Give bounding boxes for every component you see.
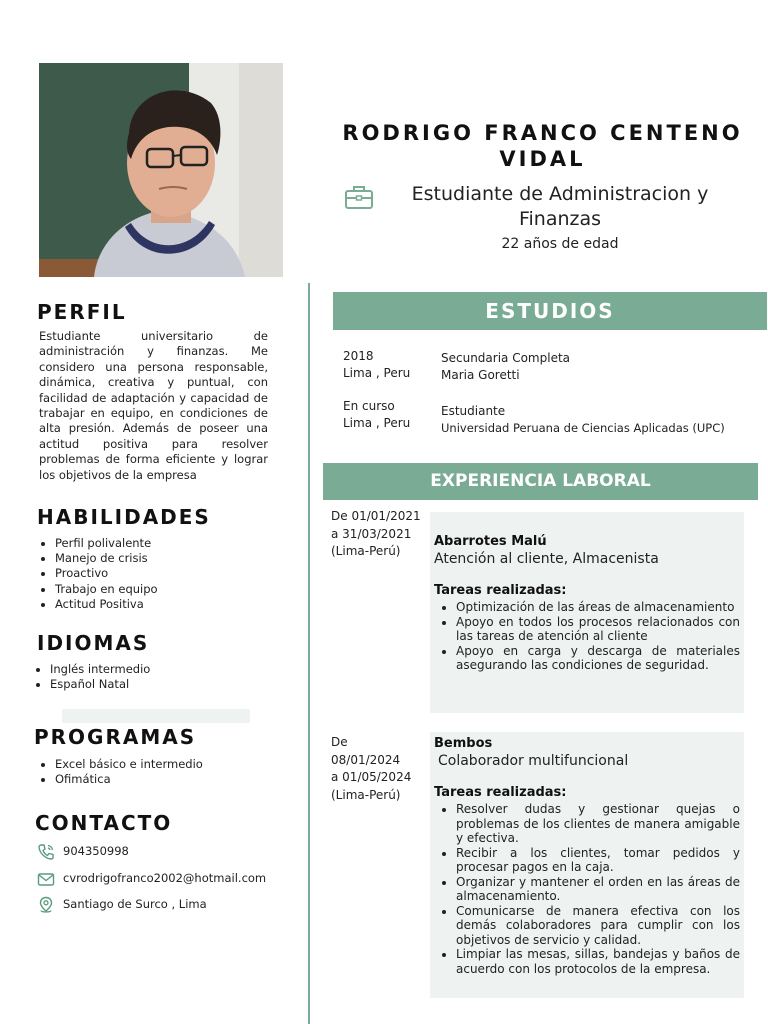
task-item: • Apoyo en carga y descarga de materiales asegurando las condiciones de seguridad. (456, 644, 740, 673)
edu-2-location: Lima , Peru (343, 416, 411, 430)
contact-phone-text: 904350998 (63, 844, 129, 858)
mail-icon (37, 870, 55, 888)
edu-1-school: Maria Goretti (441, 368, 520, 382)
job-2-tasks (434, 802, 740, 976)
list-item: • Proactivo (55, 566, 295, 581)
job-title-line-2: Finanzas (518, 208, 602, 230)
edu-2-when-where (343, 398, 433, 432)
job-1-date-line: a 31/03/2021 (331, 526, 412, 541)
location-pin-icon (37, 896, 55, 914)
task-item: • Apoyo en todos los procesos relacionados con las tareas de atención al cliente (456, 615, 740, 644)
programas-list (39, 757, 315, 787)
job-1-tasks (434, 600, 740, 673)
contact-address-text: Santiago de Surco , Lima (63, 897, 207, 911)
experiencia-heading: EXPERIENCIA LABORAL (323, 463, 758, 500)
full-name (330, 120, 755, 172)
job-1-date-line: De 01/01/2021 (331, 509, 421, 523)
column-divider (308, 283, 310, 1024)
list-item: • Inglés intermedio (50, 662, 290, 677)
job-1-date-line: (Lima-Perú) (331, 544, 401, 558)
idiomas-list (34, 662, 290, 692)
perfil-text: Estudiante universitario de administración y finanzas. Me considero una persona responsable, dinámica, creativa y puntual, con facilidad de adaptación y capacidad de trabajar en equipo, en condiciones de alta presión. Además de poseer una actitud positiva para resolver problemas de forma eficiente y lograr los objetivos de la empresa (39, 329, 268, 482)
edu-2-year: En curso (343, 399, 395, 413)
contact-email-text: cvrodrigofranco2002@hotmail.com (63, 871, 267, 885)
list-item: • Español Natal (50, 677, 290, 692)
list-item: • Trabajo en equipo (55, 582, 295, 597)
contact-address (37, 896, 297, 916)
decorative-bar (62, 709, 250, 723)
edu-1-location: Lima , Peru (343, 366, 411, 380)
job-title-line-1: Estudiante de Administracion y (411, 183, 709, 205)
task-item: • Organizar y mantener el orden en las áreas de almacenamiento. (456, 875, 740, 904)
job-1-card (430, 512, 744, 713)
perfil-heading: PERFIL (37, 300, 127, 324)
job-2-date-line: De (331, 735, 348, 749)
job-2-date-line: 08/01/2024 (331, 752, 401, 767)
task-item: • Limpiar las mesas, sillas, bandejas y baños de acuerdo con los protocolos de la empresa. (456, 947, 740, 976)
age: 22 años de edad (501, 236, 619, 252)
list-item: • Excel básico e intermedio (55, 757, 315, 772)
job-2-date-line: (Lima-Perú) (331, 787, 401, 802)
job-2-dates (331, 734, 426, 804)
edu-1-when-where (343, 348, 433, 382)
profile-photo-illustration (39, 63, 283, 277)
list-item: • Manejo de crisis (55, 551, 295, 566)
task-item: • Recibir a los clientes, tomar pedidos y procesar pagos en la caja. (456, 846, 740, 875)
list-item: • Perfil polivalente (55, 536, 295, 551)
contacto-heading: CONTACTO (35, 811, 173, 835)
job-2-card (430, 732, 744, 998)
list-item: • Ofimática (55, 772, 315, 787)
edu-2-school: Universidad Peruana de Ciencias Aplicadas (UPC) (441, 421, 725, 435)
job-2-company: Bembos (434, 736, 493, 751)
task-item: • Resolver dudas y gestionar quejas o problemas de los clientes de manera amigable y efectiva. (456, 802, 740, 846)
programas-heading: PROGRAMAS (34, 725, 197, 749)
edu-2-degree: Estudiante (441, 404, 506, 418)
name-line-1: RODRIGO FRANCO CENTENO (342, 121, 743, 145)
task-item: • Comunicarse de manera efectiva con los demás colaboradores para cumplir con los objetivos de servicio y calidad. (456, 904, 740, 948)
edu-1-details (441, 350, 761, 384)
edu-1-year: 2018 (343, 349, 374, 363)
name-line-2: VIDAL (499, 147, 586, 171)
job-2-date-line: a 01/05/2024 (331, 770, 412, 784)
contact-phone (37, 843, 297, 863)
job-title (380, 182, 740, 232)
job-1-tasks-label: Tareas realizadas: (434, 583, 567, 598)
list-item: • Actitud Positiva (55, 597, 295, 612)
briefcase-icon (344, 183, 374, 211)
task-item: • Optimización de las áreas de almacenamiento (456, 600, 740, 615)
job-1-role: Atención al cliente, Almacenista (434, 551, 659, 567)
job-2-tasks-label: Tareas realizadas: (434, 785, 567, 800)
habilidades-heading: HABILIDADES (37, 505, 211, 529)
profile-photo (39, 63, 283, 277)
edu-1-degree: Secundaria Completa (441, 351, 571, 365)
habilidades-list (39, 536, 295, 612)
job-1-company: Abarrotes Malú (434, 534, 547, 549)
job-2-role: Colaborador multifuncional (438, 753, 629, 769)
idiomas-heading: IDIOMAS (37, 631, 150, 655)
contact-email (37, 870, 297, 890)
estudios-heading: ESTUDIOS (333, 292, 767, 330)
phone-icon (37, 843, 55, 861)
job-1-dates (331, 508, 426, 561)
edu-2-details (441, 403, 766, 437)
